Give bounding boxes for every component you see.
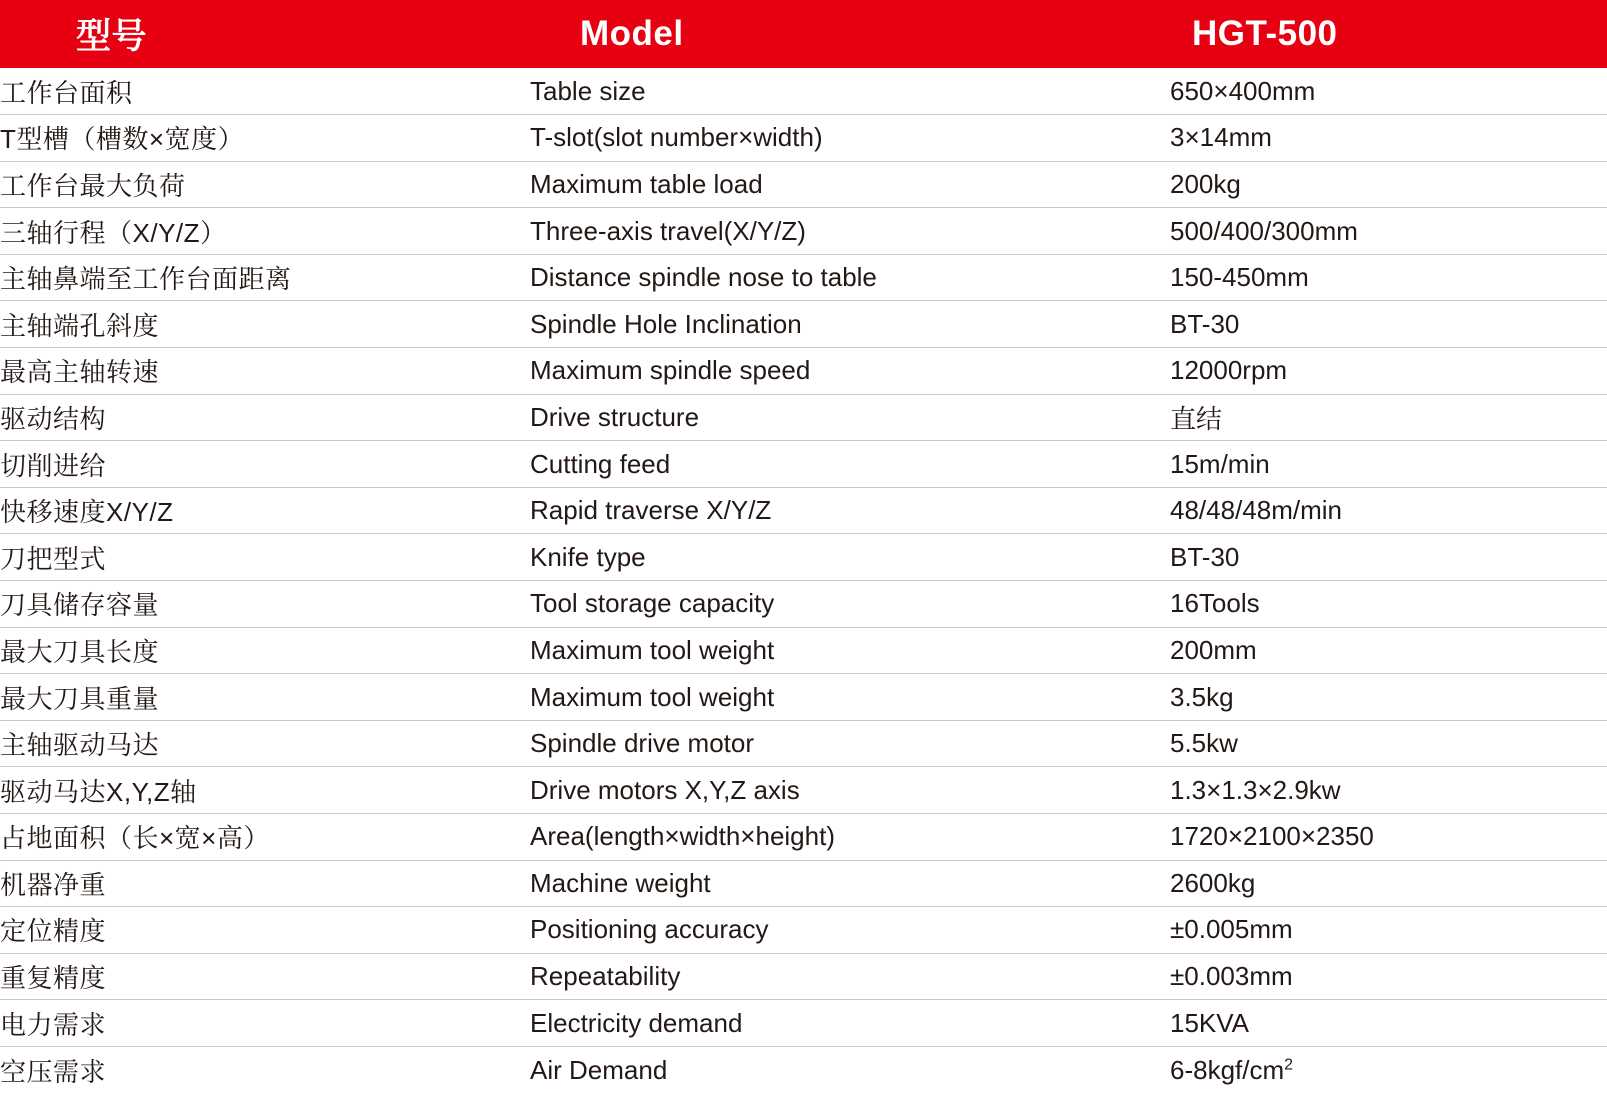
spec-value: ±0.005mm [1170, 914, 1293, 945]
spec-name-en: Electricity demand [530, 1007, 743, 1038]
table-row [0, 767, 1607, 814]
spec-name-en: Maximum tool weight [530, 681, 775, 712]
spec-value: 5.5kw [1170, 728, 1238, 759]
spec-name-cn: 刀把型式 [0, 543, 107, 574]
spec-name-cn: 电力需求 [0, 1009, 107, 1040]
table-row [0, 394, 1607, 441]
table-row [0, 161, 1607, 208]
spec-value: 48/48/48m/min [1170, 495, 1342, 526]
spec-value: BT-30 [1170, 541, 1240, 572]
spec-name-en: Tool storage capacity [530, 588, 775, 619]
spec-value: 15KVA [1170, 1007, 1250, 1038]
spec-name-en: Drive structure [530, 401, 700, 432]
spec-name-en: Machine weight [530, 867, 711, 898]
spec-value: 150-450mm [1170, 262, 1309, 293]
table-row [0, 487, 1607, 534]
spec-name-cn: 驱动马达X,Y,Z轴 [0, 776, 197, 807]
table-row [0, 534, 1607, 581]
table-row [0, 953, 1607, 1000]
spec-value: 3.5kg [1170, 681, 1234, 712]
spec-name-en: Drive motors X,Y,Z axis [530, 774, 800, 805]
spec-name-cn: 切削进给 [0, 450, 107, 481]
table-row [0, 68, 1607, 115]
spec-value: 1.3×1.3×2.9kw [1170, 774, 1341, 805]
spec-name-cn: 主轴端孔斜度 [0, 310, 160, 341]
spec-name-en: Maximum tool weight [530, 634, 775, 665]
spec-value: 500/400/300mm [1170, 215, 1358, 246]
spec-name-cn: T型槽（槽数×宽度） [0, 124, 245, 155]
spec-value [1170, 1046, 1607, 1093]
spec-name-cn: 最大刀具重量 [0, 683, 160, 714]
spec-value: 2600kg [1170, 867, 1256, 898]
spec-name-cn: 主轴鼻端至工作台面距离 [0, 264, 292, 295]
spec-name-cn: 占地面积（长×宽×高） [0, 823, 270, 854]
spec-name-cn: 驱动结构 [0, 403, 107, 434]
spec-name-en: T-slot(slot number×width) [530, 122, 823, 153]
table-header [0, 0, 1607, 68]
spec-name-en: Table size [530, 75, 646, 106]
spec-name-en: Maximum spindle speed [530, 355, 811, 386]
spec-value: 直结 [1170, 403, 1223, 434]
table-body [0, 68, 1607, 1093]
table-row [0, 1046, 1607, 1093]
header-cell-model-cn: 型号 [76, 17, 148, 56]
spec-name-cn: 刀具储存容量 [0, 590, 160, 621]
spec-name-en: Maximum table load [530, 168, 763, 199]
spec-value-text: 6-8kgf/cm [1170, 1054, 1285, 1085]
spec-value: 15m/min [1170, 448, 1270, 479]
spec-value: 200mm [1170, 634, 1257, 665]
spec-name-en: Cutting feed [530, 448, 671, 479]
spec-value: 16Tools [1170, 588, 1260, 619]
spec-value: 1720×2100×2350 [1170, 821, 1374, 852]
spec-name-cn: 工作台最大负荷 [0, 170, 186, 201]
spec-name-en: Rapid traverse X/Y/Z [530, 495, 772, 526]
table-row [0, 814, 1607, 861]
table-row [0, 860, 1607, 907]
spec-value-superscript: 2 [1284, 1055, 1294, 1073]
spec-name-cn: 机器净重 [0, 869, 107, 900]
table-row [0, 674, 1607, 721]
spec-name-cn: 工作台面积 [0, 77, 133, 108]
spec-name-en: Knife type [530, 541, 646, 572]
spec-value: ±0.003mm [1170, 961, 1293, 992]
table-row [0, 581, 1607, 628]
spec-name-en: Area(length×width×height) [530, 821, 835, 852]
table-row [0, 720, 1607, 767]
table-row [0, 441, 1607, 488]
spec-value: BT-30 [1170, 308, 1240, 339]
table-row [0, 115, 1607, 162]
table-header-row [0, 0, 1607, 68]
spec-name-en: Spindle drive motor [530, 728, 754, 759]
spec-name-en: Positioning accuracy [530, 914, 769, 945]
header-cell-model-value: HGT-500 [1192, 14, 1338, 53]
spec-name-cn: 最大刀具长度 [0, 636, 160, 667]
spec-name-en: Three-axis travel(X/Y/Z) [530, 215, 806, 246]
spec-name-cn: 主轴驱动马达 [0, 730, 160, 761]
table-row [0, 627, 1607, 674]
spec-name-en: Spindle Hole Inclination [530, 308, 802, 339]
table-row [0, 208, 1607, 255]
spec-value: 12000rpm [1170, 355, 1288, 386]
spec-value: 3×14mm [1170, 122, 1272, 153]
table-row [0, 348, 1607, 395]
table-row [0, 301, 1607, 348]
spec-name-cn: 快移速度X/Y/Z [0, 497, 174, 528]
spec-name-cn: 重复精度 [0, 963, 107, 994]
table-row [0, 1000, 1607, 1047]
spec-value: 200kg [1170, 168, 1241, 199]
spec-name-en: Distance spindle nose to table [530, 262, 877, 293]
spec-name-cn: 三轴行程（X/Y/Z） [0, 217, 227, 248]
spec-name-en: Air Demand [530, 1054, 668, 1085]
header-cell-model-en: Model [580, 14, 684, 53]
spec-value: 650×400mm [1170, 75, 1316, 106]
spec-name-en: Repeatability [530, 961, 681, 992]
table-row [0, 254, 1607, 301]
spec-name-cn: 定位精度 [0, 916, 107, 947]
spec-name-cn: 最高主轴转速 [0, 357, 160, 388]
table-row [0, 907, 1607, 954]
spec-name-cn: 空压需求 [0, 1056, 107, 1087]
